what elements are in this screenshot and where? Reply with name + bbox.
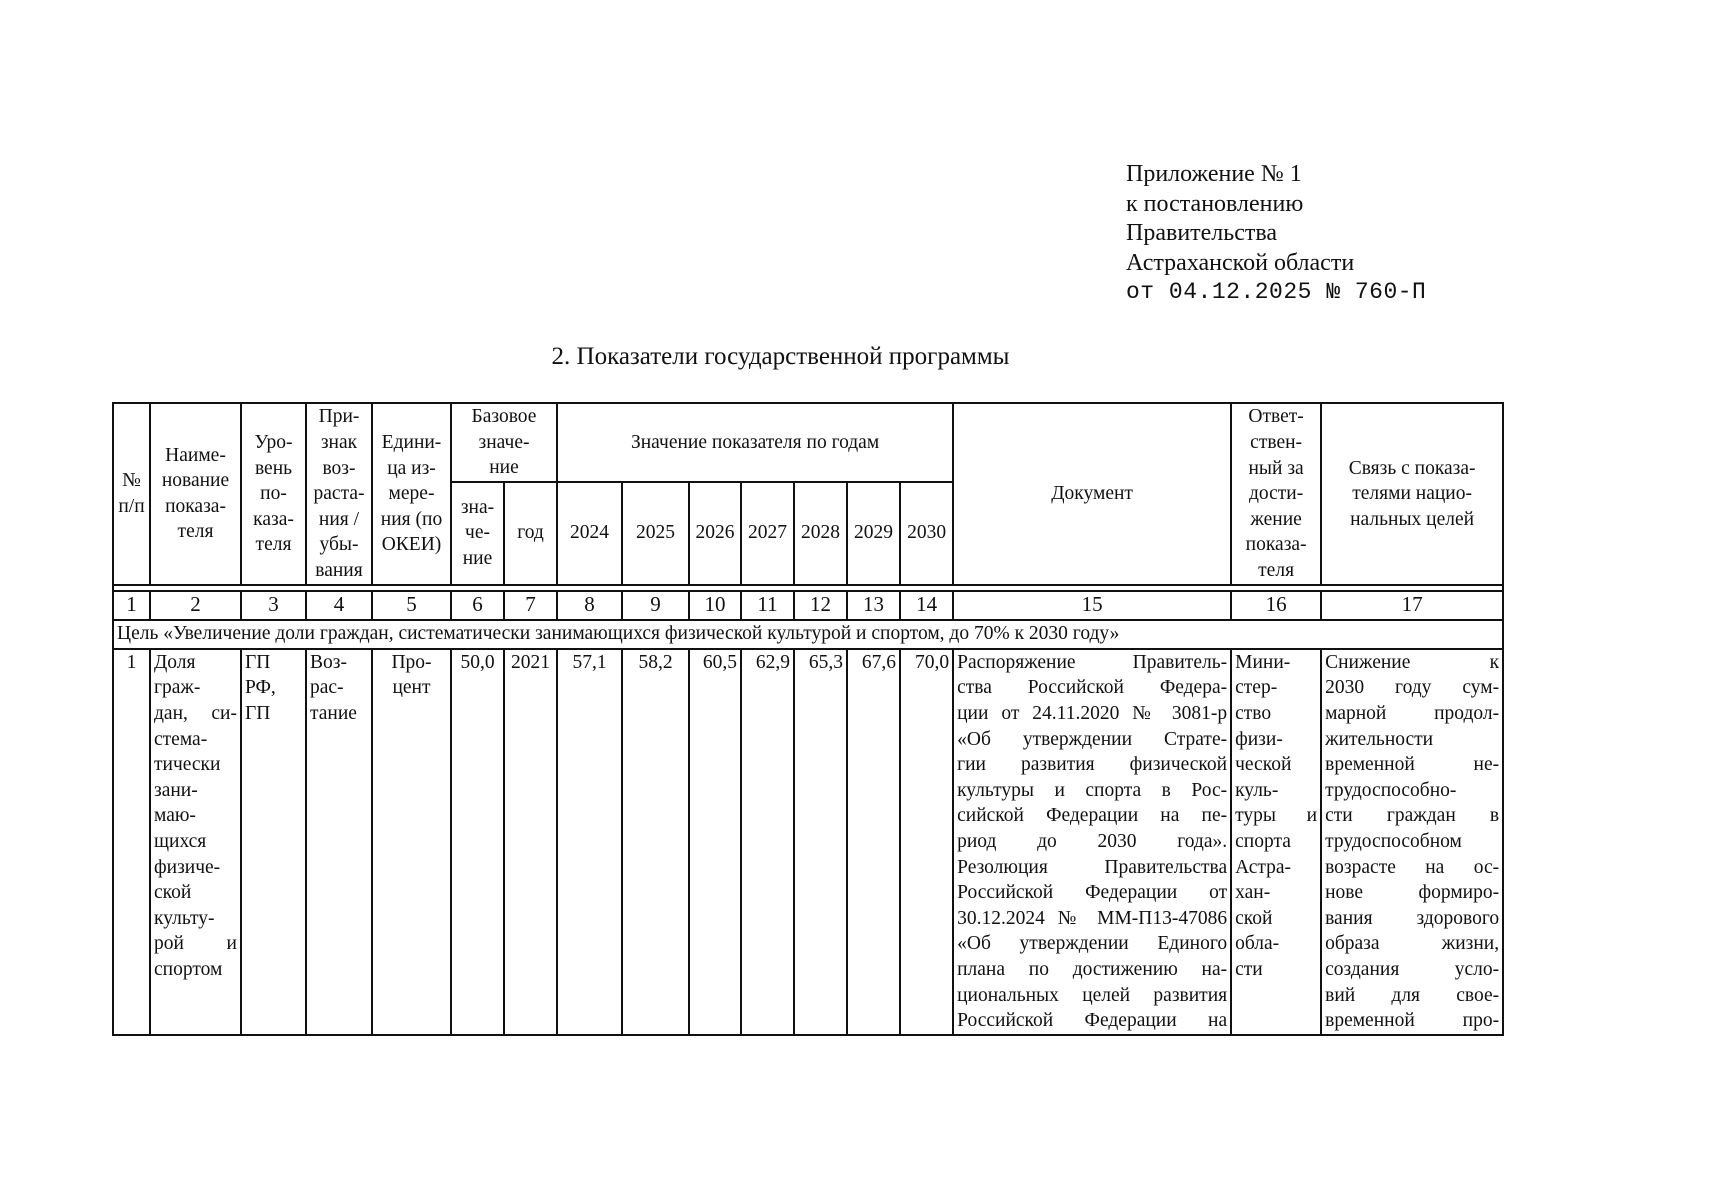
row-value-2030: 70,0 [900,649,953,1035]
text-line: показа- [165,495,226,517]
header-year: 2028 [794,482,847,585]
text-line: куль- [1235,779,1279,801]
text-line: знак [320,431,358,453]
row-value-2027: 62,9 [741,649,794,1035]
text-line: Связь с показа- [1348,457,1476,479]
text-line: сти [1235,958,1263,980]
column-number: 3 [241,591,306,620]
text-line: по- [260,483,287,505]
text-line: Российской Федерации от [957,882,1228,904]
goal-text: Цель «Увеличение доли граждан, систематически занимающихся физической культурой и спортом, до 70% к 2030 году» [113,620,1503,649]
column-number: 17 [1321,591,1503,620]
text-line: марной продол- [1325,702,1500,724]
header-year: 2026 [689,482,741,585]
text-line: вания [315,559,363,581]
text-line: дан, си- [154,702,237,724]
text-line: стема- [154,728,208,750]
text-line: ской [1235,907,1273,929]
text-line: дости- [1248,483,1304,505]
text-line: рас- [310,677,344,699]
text-line: «Об утверждении Единого [957,933,1228,955]
text-line: жительности [1325,728,1434,750]
text-line: граж- [154,677,201,699]
column-number: 5 [372,591,451,620]
text-line: 2030 году сум- [1325,677,1500,699]
column-number: 4 [306,591,372,620]
text-line: Доля [154,651,196,673]
text-line: теля [177,521,214,543]
text-line: Базовое [471,406,537,427]
row-value-2024: 57,1 [557,649,622,1035]
text-line: ческой [1235,754,1292,776]
text-line: нальных целей [1350,508,1475,530]
row-unit [372,649,451,1035]
text-line: спорта [1235,830,1291,852]
text-line: стер- [1235,677,1278,699]
text-line: Резолюция Правительства [957,856,1228,878]
row-base-year: 2021 [504,649,557,1035]
text-line: ства Российской Федера- [957,677,1228,699]
text-line: культуры и спорта в Рос- [957,779,1228,801]
text-line: сти граждан в [1325,805,1500,827]
text-line: 30.12.2024 № ММ-П13-47086 [957,907,1228,929]
row-num: 1 [113,649,150,1035]
text-line: циональных целей развития [957,984,1228,1006]
text-line: Уро- [254,431,293,453]
row-value-2028: 65,3 [794,649,847,1035]
row-indicator-name [150,649,241,1035]
row-link [1321,649,1503,1035]
header-document: Документ [953,403,1231,585]
appendix-line-2: к постановлению [1126,190,1304,217]
text-line: физи- [1235,728,1283,750]
text-line: значе- [478,431,530,453]
header-row-1 [113,403,1503,482]
text-line: убы- [319,534,359,556]
text-line: ние [462,548,493,570]
text-line: жение [1250,508,1302,530]
text-line: воз- [322,457,356,479]
text-line: ния (по [380,508,443,530]
header-level [241,403,306,585]
text-line: зани- [154,779,198,801]
header-year: 2030 [900,482,953,585]
appendix-block [1126,160,1426,308]
header-year: 2027 [741,482,794,585]
row-sign [306,649,372,1035]
column-number: 11 [741,591,794,620]
text-line: временной про- [1325,1010,1500,1032]
header-responsible [1231,403,1321,585]
row-value-2029: 67,6 [847,649,900,1035]
section-title: 2. Показатели государственной программы [551,343,1010,370]
text-line: Едини- [381,431,442,453]
text-line: Наиме- [165,444,226,466]
column-number: 8 [557,591,622,620]
header-link [1321,403,1503,585]
text-line: туры и [1235,805,1318,827]
row-base-value: 50,0 [451,649,504,1035]
text-line: п/п [118,495,145,517]
text-line: ской [154,882,192,904]
text-line: ции от 24.11.2020 № 3081-р [957,702,1228,724]
column-number: 1 [113,591,150,620]
row-responsible [1231,649,1321,1035]
text-line: теля [1258,559,1295,581]
text-line: ОКЕИ) [381,534,442,556]
column-number: 2 [150,591,241,620]
table-row [113,649,1503,1035]
text-line: вий для свое- [1325,984,1500,1006]
text-line: тание [310,702,357,724]
text-line: Воз- [310,651,347,673]
text-line: Мини- [1235,651,1291,673]
text-line: Снижение к [1325,651,1500,673]
text-line: Ответ- [1248,406,1304,428]
text-line: Распоряжение Правитель- [957,651,1228,673]
text-line: РФ, [245,677,276,699]
row-document [953,649,1231,1035]
column-numbers-row [113,591,1503,620]
text-line: возрасте на ос- [1325,856,1500,878]
text-line: Российской Федерации на [957,1010,1228,1032]
header-year: 2024 [557,482,622,585]
text-line: нове формиро- [1325,882,1500,904]
text-line: временной не- [1325,754,1500,776]
header-name [150,403,241,585]
text-line: рой и [154,933,237,955]
text-line: маю- [154,805,196,827]
text-line: че- [465,522,490,544]
text-line: ния / [318,508,360,530]
header-num [113,403,150,585]
header-base [451,403,557,482]
text-line: трудоспособно- [1325,779,1457,801]
text-line: ГП [245,702,271,724]
header-values-by-year: Значение показателя по годам [557,403,953,482]
text-line: создания усло- [1325,958,1500,980]
column-number: 13 [847,591,900,620]
goal-row [113,620,1503,649]
text-line: ный за [1248,457,1304,479]
text-line: мере- [388,483,435,505]
appendix-line-5: от 04.12.2025 № 760-П [1126,279,1427,306]
text-line: теля [255,534,292,556]
text-line: физиче- [154,856,221,878]
indicators-table [112,402,1504,1036]
row-value-2026: 60,5 [689,649,741,1035]
header-base-value [451,482,504,585]
text-line: «Об утверждении Страте- [957,728,1228,750]
text-line: вания здорового [1325,907,1500,929]
text-line: каза- [253,508,294,530]
text-line: тически [154,754,221,776]
text-line: образа жизни, [1325,933,1500,955]
row-level [241,649,306,1035]
text-line: ствен- [1250,431,1303,453]
text-line: ГП [245,651,271,673]
text-line: ние [489,457,519,479]
text-line: ство [1235,702,1272,724]
column-number: 6 [451,591,504,620]
text-line: обла- [1235,933,1280,955]
column-number: 10 [689,591,741,620]
text-line: щихся [154,830,207,852]
text-line: ца из- [387,457,436,479]
column-number: 14 [900,591,953,620]
text-line: № [122,470,141,492]
text-line: культу- [154,907,215,929]
text-line: нование [161,470,230,492]
column-number: 7 [504,591,557,620]
header-base-year: год [504,482,557,585]
appendix-line-1: Приложение № 1 [1126,161,1302,187]
text-line: раста- [313,483,365,505]
header-year: 2029 [847,482,900,585]
text-line: риод до 2030 года». [957,830,1228,852]
text-line: телями нацио- [1352,483,1472,505]
appendix-line-4: Астраханской области [1126,249,1355,276]
text-line: Астра- [1235,856,1292,878]
column-number: 16 [1231,591,1321,620]
text-line: Про- [391,651,432,673]
text-line: При- [318,406,360,428]
header-sign [306,403,372,585]
text-line: зна- [460,496,495,518]
text-line: цент [392,677,431,699]
column-number: 9 [622,591,689,620]
text-line: хан- [1235,882,1271,904]
text-line: плана по достижению на- [957,958,1228,980]
text-line: сийской Федерации на пе- [957,805,1228,827]
appendix-line-3: Правительства [1126,220,1278,247]
column-number: 12 [794,591,847,620]
text-line: гии развития физической [957,754,1228,776]
row-value-2025: 58,2 [622,649,689,1035]
header-unit [372,403,451,585]
text-line: спортом [154,958,223,980]
text-line: трудоспособном [1325,830,1462,852]
text-line: показа- [1245,534,1307,556]
header-year: 2025 [622,482,689,585]
column-number: 15 [953,591,1231,620]
text-line: вень [254,457,293,479]
